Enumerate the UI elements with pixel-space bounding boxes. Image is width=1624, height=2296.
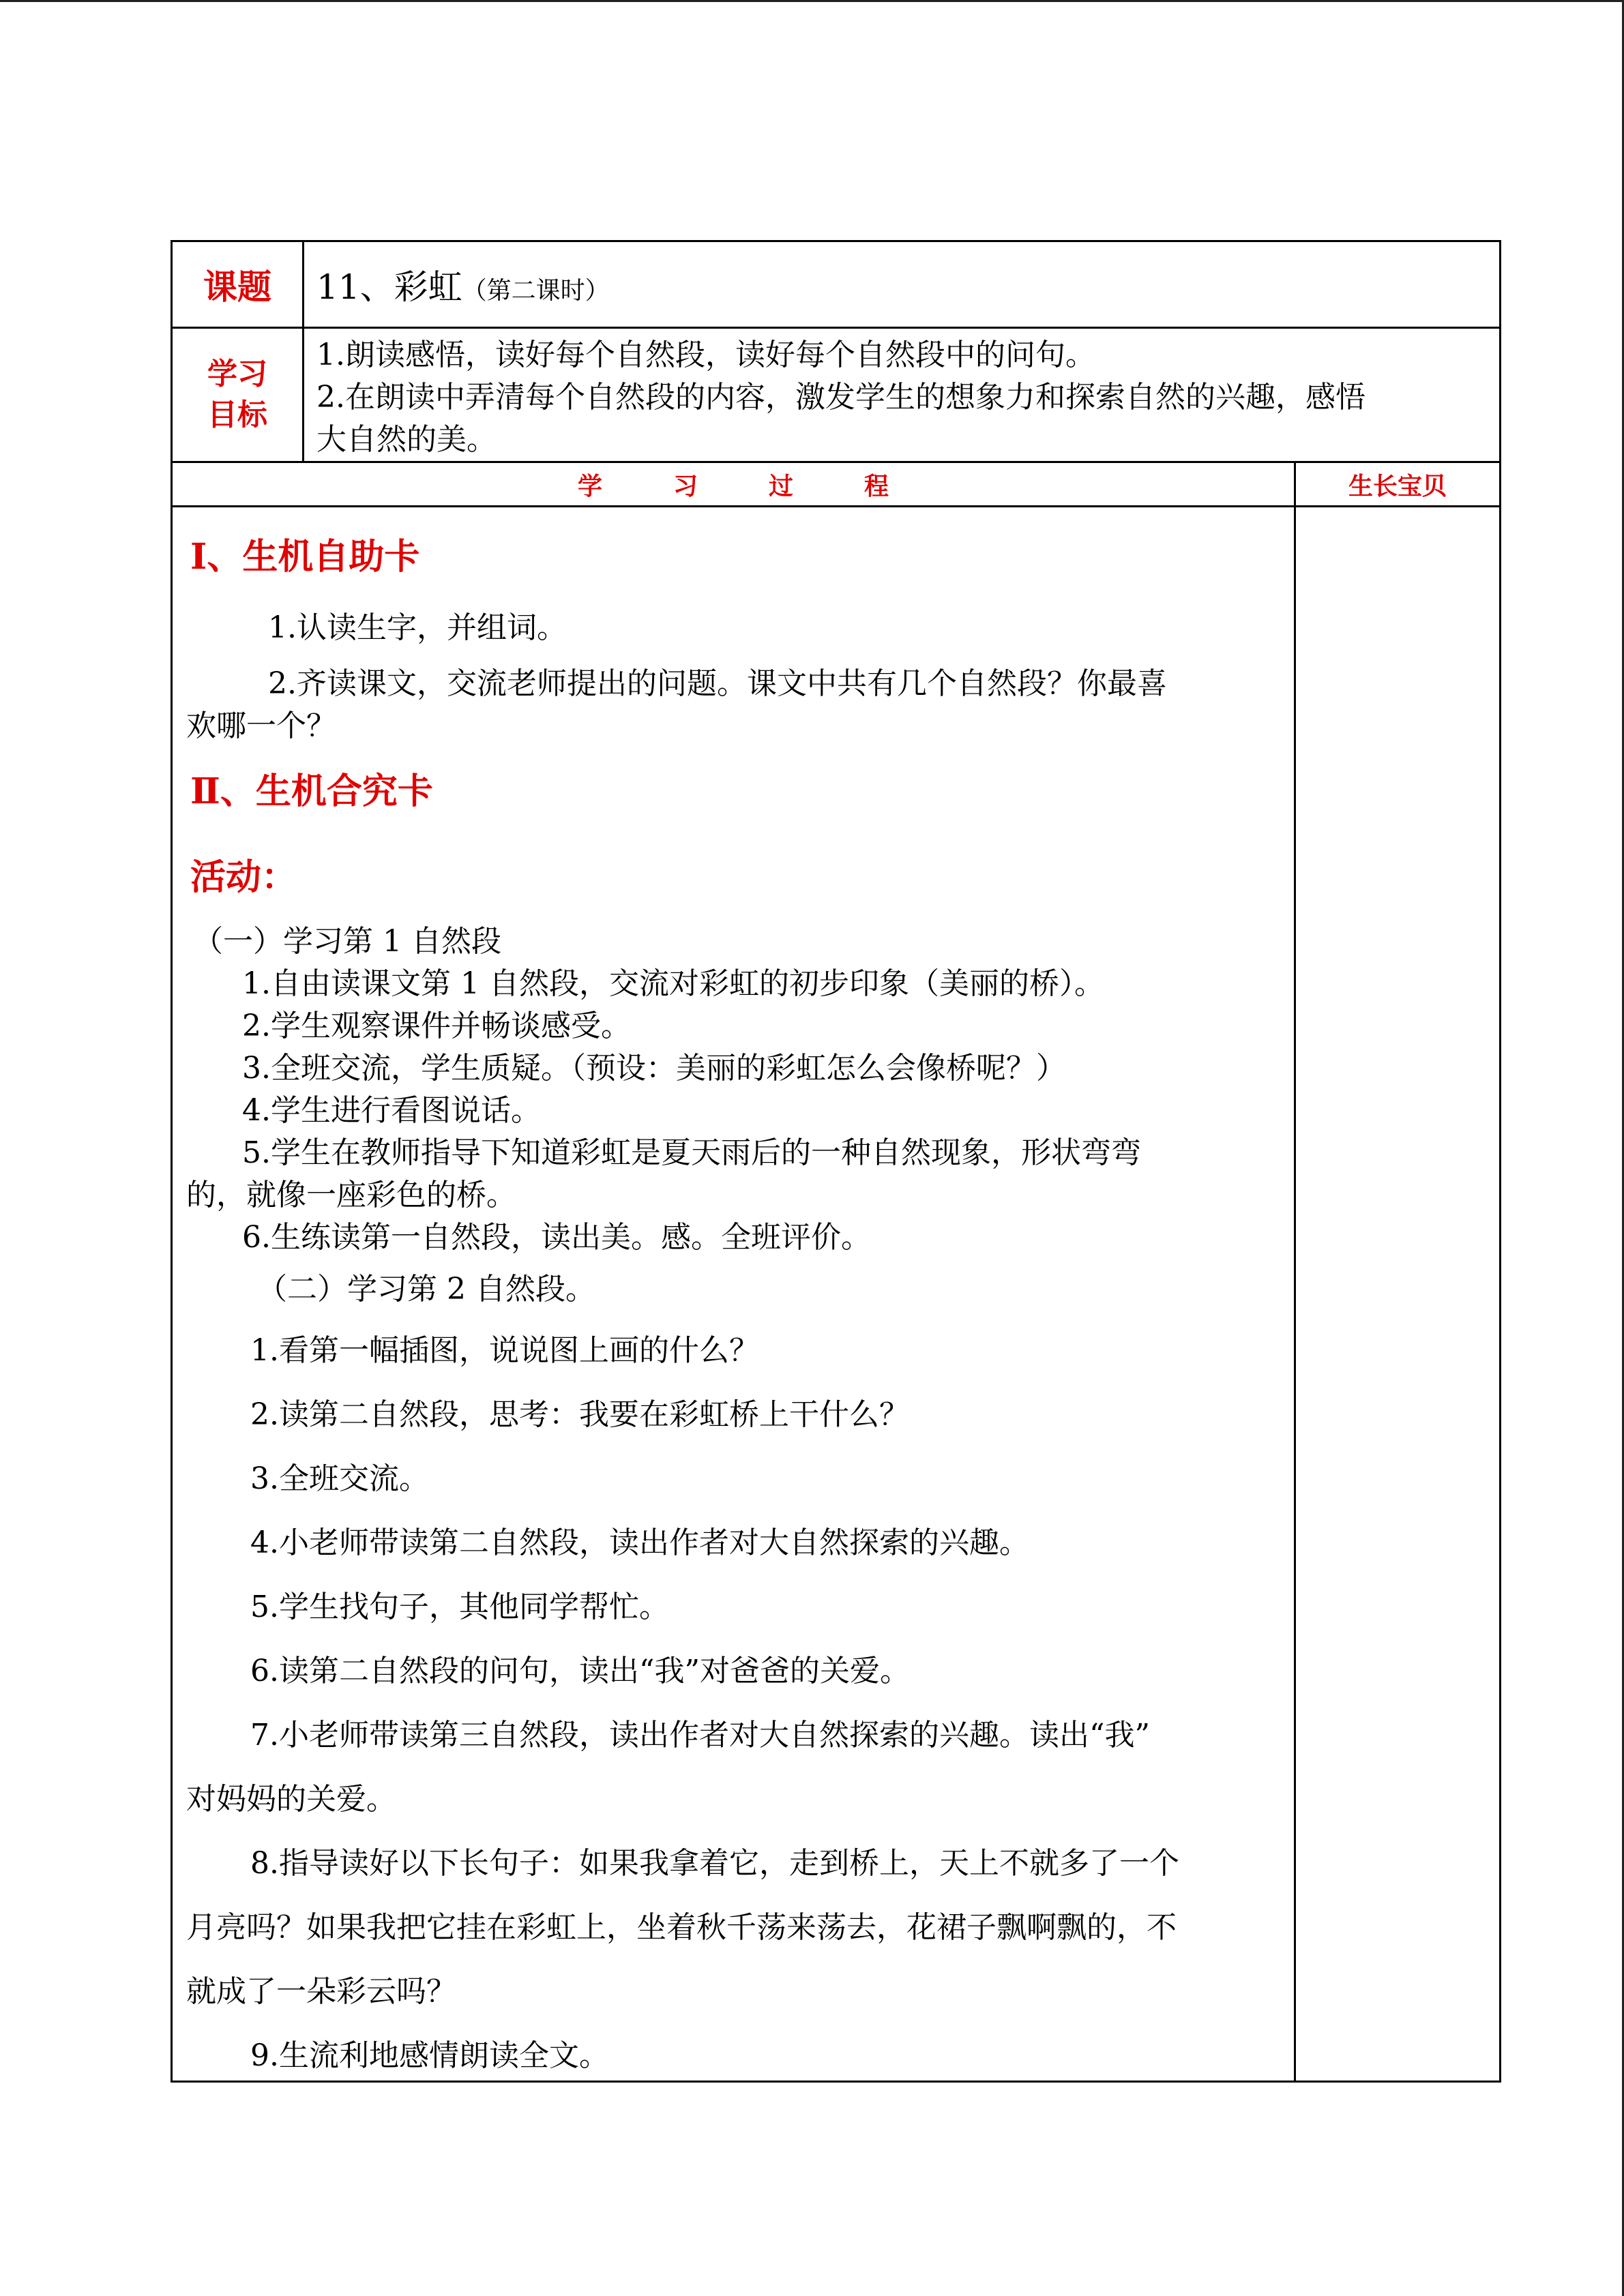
text-line: 9.生流利地感情朗读全文。 [250,2038,609,2073]
text-line: 就成了一朵彩云吗？ [186,1974,456,2009]
section1-title: Ⅰ、生机自助卡 [190,536,420,578]
text-line: 3.全班交流，学生质疑。（预设：美丽的彩虹怎么会像桥呢？） [242,1051,1066,1086]
growth-header: 生长宝贝 [1295,462,1501,507]
goals-label: 学习 目标 [172,328,304,462]
part2-title: （二）学习第 2 自然段。 [257,1272,595,1307]
text-line: 欢哪一个？ [186,709,336,743]
text-line: 2.读第二自然段，思考：我要在彩虹桥上干什么？ [250,1397,909,1432]
text-line: 5.学生在教师指导下知道彩虹是夏天雨后的一种自然现象，形状弯弯 [242,1135,1141,1170]
text-line: 6.读第二自然段的问句，读出“我”对爸爸的关爱。 [250,1654,910,1688]
text-line: 4.学生进行看图说话。 [242,1093,541,1128]
goal-line: 1.朗读感悟，读好每个自然段，读好每个自然段中的问句。 [316,338,1095,372]
text-line: 月亮吗？如果我把它挂在彩虹上，坐着秋千荡来荡去，花裙子飘啊飘的，不 [186,1910,1177,1945]
goals-row [172,328,1501,462]
lesson-title: 11、彩虹 [316,267,462,307]
text-line: 7.小老师带读第三自然段，读出作者对大自然探索的兴趣。读出“我” [250,1718,1150,1753]
body-row [172,507,1501,2082]
part1-title: （一）学习第 1 自然段 [193,924,501,959]
activity-title: 活动： [190,856,297,898]
goal-line: 大自然的美。 [316,422,497,457]
text-line: 1.自由读课文第 1 自然段，交流对彩虹的初步印象（美丽的桥）。 [242,966,1104,1001]
text-line: 4.小老师带读第二自然段，读出作者对大自然探索的兴趣。 [250,1525,1029,1560]
topic-row [172,241,1501,328]
text-line: 6.生练读第一自然段，读出美。感。全班评价。 [242,1220,871,1255]
topic-label: 课题 [172,241,304,328]
process-body [172,507,1295,2082]
text-line: 8.指导读好以下长句子：如果我拿着它，走到桥上，天上不就多了一个 [250,1846,1179,1881]
section2-title: Ⅱ、生机合究卡 [190,771,433,812]
process-header: 学 习 过 程 [172,462,1295,507]
lesson-plan-table [171,240,1501,2083]
text-line: 1.看第一幅插图，说说图上画的什么？ [250,1333,759,1368]
text-line: 3.全班交流。 [250,1461,429,1496]
goal-line: 2.在朗读中弄清每个自然段的内容，激发学生的想象力和探索自然的兴趣，感悟 [316,380,1365,415]
text-line: 对妈妈的关爱。 [186,1782,396,1817]
growth-notes-cell [1295,507,1501,2082]
text-line: 的，就像一座彩色的桥。 [186,1178,516,1212]
page-top-border [0,0,1624,2]
text-line: 5.学生找句子，其他同学帮忙。 [250,1590,669,1624]
text-line: 1.认读生字，并组词。 [268,610,567,645]
lesson-title-cell [304,241,1501,328]
text-line: 2.齐读课文，交流老师提出的问题。课文中共有几个自然段？你最喜 [268,666,1167,701]
header-row [172,462,1501,507]
goals-cell [304,328,1501,462]
lesson-title-note: （第二课时） [462,277,610,305]
text-line: 2.学生观察课件并畅谈感受。 [242,1009,631,1043]
